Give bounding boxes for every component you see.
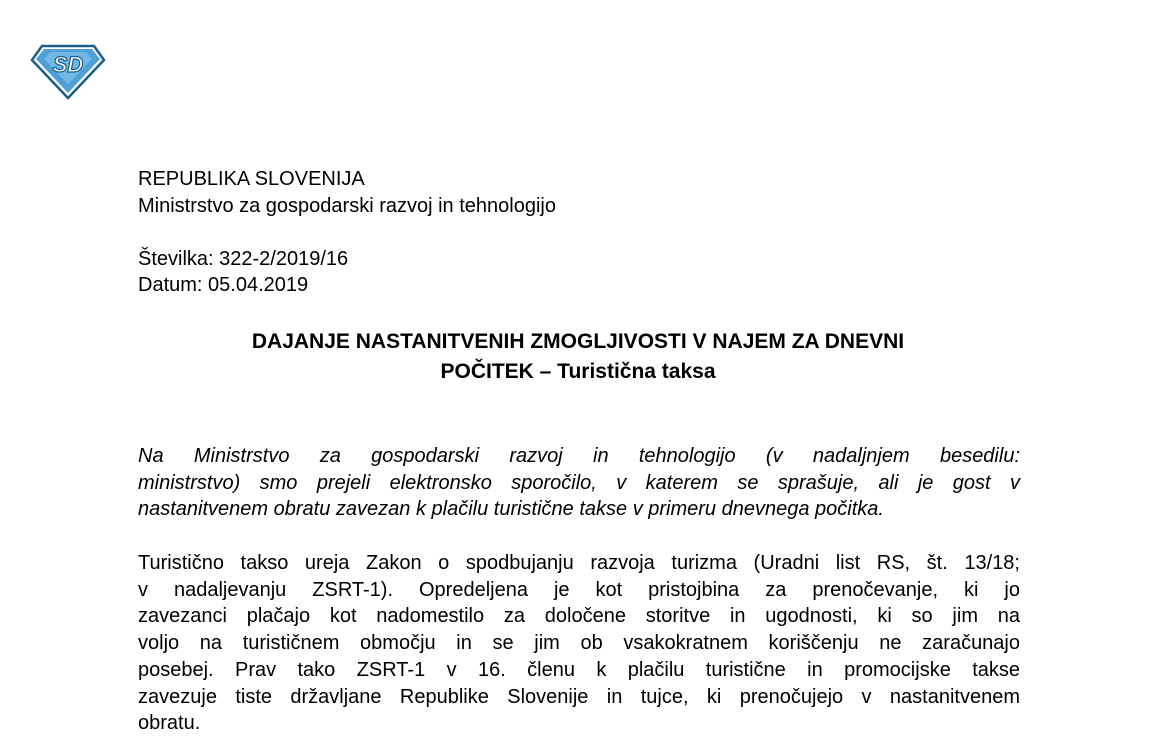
intro-line: nastanitvenem obratu zavezan k plačilu turistične takse v primeru dnevnega počitka. (138, 498, 884, 521)
body-line: Turistično takso ureja Zakon o spodbujanju razvoja turizma (Uradni list RS, št. 13/18; (138, 552, 1020, 574)
body-line: v nadaljevanju ZSRT-1). Opredeljena je kot pristojbina za prenočevanje, ki jo (138, 578, 1020, 601)
diamond-sd-logo-icon (30, 42, 106, 100)
body-line: voljo na turističnem območju in se jim ob vsakokratnem koriščenju ne zaračunajo (138, 632, 1020, 655)
ministry-name: Ministrstvo za gospodarski razvoj in tehnologijo (138, 195, 556, 217)
document-number: Številka: 322-2/2019/16 (138, 248, 349, 270)
document-title-line1: DAJANJE NASTANITVENIH ZMOGLJIVOSTI V NAJEM ZA DNEVNI (251, 330, 905, 353)
body-line: zavezanci plačajo kot nadomestilo za določene storitve in ugodnosti, ki so jim na (138, 605, 1020, 628)
body-line: zavezuje tiste državljane Republike Slovenije in tujce, ki prenočujejo v nastanitvenem (138, 685, 1020, 708)
body-line: obratu. (138, 712, 201, 735)
document-date: Datum: 05.04.2019 (138, 274, 309, 296)
body-line: posebej. Prav tako ZSRT-1 v 16. členu k plačilu turistične in promocijske takse (138, 658, 1020, 681)
logo-letters: SD (52, 52, 84, 77)
org-name: REPUBLIKA SLOVENIJA (138, 168, 365, 190)
intro-line: ministrstvo) smo prejeli elektronsko sporočilo, v katerem se sprašuje, ali je gost v (138, 471, 1020, 494)
intro-paragraph (138, 443, 1020, 523)
intro-line: Na Ministrstvo za gospodarski razvoj in tehnologijo (v nadaljnjem besedilu: (138, 445, 1020, 467)
body-paragraph (138, 550, 1020, 737)
document-title-line2: POČITEK – Turistična taksa (440, 360, 716, 383)
